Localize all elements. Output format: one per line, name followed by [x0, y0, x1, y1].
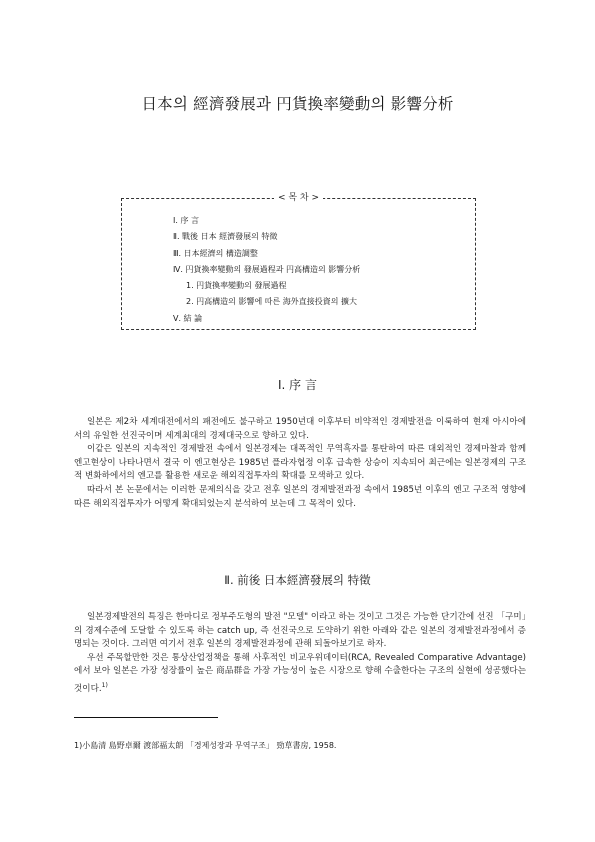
toc-item: Ⅰ. 序 言	[173, 216, 199, 225]
toc-heading	[122, 190, 475, 203]
paragraph: 일본경제발전의 특징은 한마디로 정부주도형의 발전 "모델" 이라고 하는 것이고 그것은 가능한 단기간에 선진 「구미」의 경제수준에 도달할 수 있도록 하는 catch up, 즉 선진국으로 도약하기 위한 아래와 같은 일본의 경제발전과정에서 증명되는 것이다. 그러면 여기서 전후 일본의 경제발전과정에 관해 되돌아보기로 하자.	[74, 612, 526, 650]
toc-heading-text: < 목 차 >	[274, 193, 323, 203]
paragraph-text: 우선 주목할만한 것은 통상산업정책을 통해 사후적인 비교우위데이터(RCA, Revealed Comparative Advantage)에서 보아 일본은 가장 성장률이 높은 商品群을 가장 가능성이 높은 시장으로 향해 수출한다는 구조의 실현에 성공했다는 것이다.	[74, 652, 526, 694]
footnote: 1)小島清 島野卓爾 渡部福太朗 「경제성장과 무역구조」 勁草書房, 1958.	[74, 741, 337, 750]
section-1-body	[74, 416, 526, 511]
paragraph: 따라서 본 논문에서는 이러한 문제의식을 갖고 전후 일본의 경제발전과정 속에서 1985년 이후의 엔고 구조적 영향에 따른 해외직접투자가 어떻게 확대되었는지 분석하여 보는데 그 목적이 있다.	[74, 484, 526, 509]
toc-item: Ⅴ. 結 論	[173, 313, 203, 323]
table-of-contents	[121, 193, 476, 330]
paragraph	[74, 652, 526, 697]
paragraph: 이같은 일본의 지속적인 경제발전 속에서 일본경제는 대폭적인 무역흑자를 통탄하여 따른 대외적인 경제마찰과 함께 엔고현상이 나타나면서 결국 이 엔고현상은 1985년 플라자협정 이후 급속한 상승이 지속되어 최근에는 일본경제의 구조적 변화하에서의 엔고를 활용한 새로운 해외직접투자의 확대를 모색하고 있다.	[74, 444, 526, 482]
section-2-title: Ⅱ. 前後 日本經濟發展의 特徵	[224, 573, 371, 587]
toc-item: Ⅳ. 円貨換率變動의 發展過程과 円高構造의 影響分析	[173, 264, 361, 274]
document-title: 日本의 經濟發展과 円貨換率變動의 影響分析	[141, 95, 454, 113]
paragraph: 일본은 제2차 세계대전에서의 패전에도 불구하고 1950년대 이후부터 비약적인 경제발전을 이룩하여 현재 아시아에서의 유일한 선진국이며 세계최대의 경제대국으로 향하고 있다.	[74, 417, 526, 441]
section-2-body	[74, 611, 526, 696]
toc-list	[173, 213, 360, 327]
toc-subitem: 1. 円貨換率變動의 發展過程	[186, 281, 287, 291]
toc-item: Ⅲ. 日本經濟의 構造調整	[173, 248, 258, 258]
section-1-title: Ⅰ. 序 言	[278, 378, 317, 392]
footnote-marker: 1)	[101, 681, 108, 689]
toc-item: Ⅱ. 戰後 日本 經濟發展의 特徵	[173, 232, 278, 242]
footnote-divider	[74, 717, 218, 718]
toc-subitem: 2. 円高構造의 影響에 따른 海外直接投資의 擴大	[186, 297, 357, 307]
